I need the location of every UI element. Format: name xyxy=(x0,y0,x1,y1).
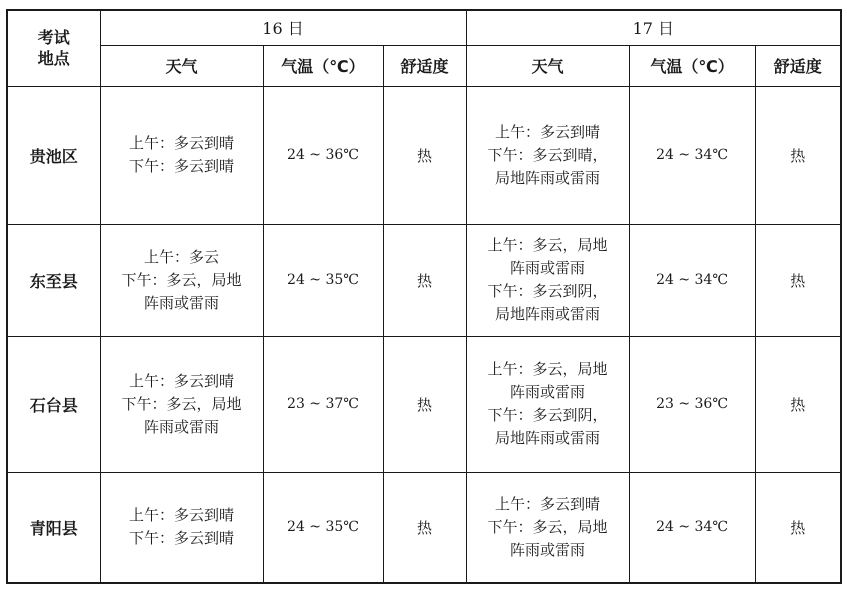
weather-line: 上午：多云到晴 xyxy=(128,506,234,525)
weather-line: 局地阵雨或雷雨 xyxy=(495,305,601,323)
weather-line: 下午：多云，局地 xyxy=(121,394,242,413)
d17-temperature-cell: 23 ~ 36℃ xyxy=(629,336,755,472)
d16-temperature-cell: 24 ~ 35℃ xyxy=(263,472,383,583)
weather-line: 阵雨或雷雨 xyxy=(510,259,586,277)
weather-line: 上午：多云到晴 xyxy=(128,371,234,390)
exam-location-header-line2: 地点 xyxy=(37,49,70,69)
d17-weather-header: 天气 xyxy=(466,45,629,86)
weather-line: 上午：多云，局地 xyxy=(487,236,608,254)
location-name: 东至县 xyxy=(7,224,100,336)
d17-temperature-header: 气温（℃） xyxy=(629,45,755,86)
weather-line: 上午：多云，局地 xyxy=(487,360,608,378)
weather-line: 下午：多云，局地 xyxy=(121,270,242,289)
weather-line: 下午：多云到晴， xyxy=(487,145,608,164)
table-row xyxy=(7,224,841,336)
weather-line: 下午：多云，局地 xyxy=(487,517,608,536)
d16-comfort-cell: 热 xyxy=(383,472,466,583)
d17-comfort-cell: 热 xyxy=(755,336,841,472)
weather-line: 阵雨或雷雨 xyxy=(143,293,219,312)
d16-weather-cell xyxy=(100,472,263,583)
d16-comfort-cell: 热 xyxy=(383,86,466,224)
location-name: 贵池区 xyxy=(7,86,100,224)
d17-temperature-cell: 24 ~ 34℃ xyxy=(629,86,755,224)
weather-line: 下午：多云到阴， xyxy=(487,282,608,300)
d17-weather-cell xyxy=(466,86,629,224)
d17-comfort-cell: 热 xyxy=(755,224,841,336)
table-row xyxy=(7,86,841,224)
d16-temperature-cell: 23 ~ 37℃ xyxy=(263,336,383,472)
d17-comfort-header: 舒适度 xyxy=(755,45,841,86)
weather-line: 上午：多云到晴 xyxy=(495,122,601,141)
weather-line: 阵雨或雷雨 xyxy=(510,383,586,401)
d17-weather-cell xyxy=(466,224,629,336)
table-row xyxy=(7,472,841,583)
d16-comfort-cell: 热 xyxy=(383,336,466,472)
weather-line: 局地阵雨或雷雨 xyxy=(495,168,601,187)
weather-line: 下午：多云到晴 xyxy=(128,529,234,548)
location-name: 石台县 xyxy=(7,336,100,472)
weather-line: 阵雨或雷雨 xyxy=(143,417,219,436)
weather-line: 上午：多云到晴 xyxy=(495,494,601,513)
location-name: 青阳县 xyxy=(7,472,100,583)
d17-weather-cell xyxy=(466,336,629,472)
d16-comfort-header: 舒适度 xyxy=(383,45,466,86)
weather-line: 阵雨或雷雨 xyxy=(510,540,586,559)
d16-temperature-cell: 24 ~ 35℃ xyxy=(263,224,383,336)
d16-weather-cell xyxy=(100,336,263,472)
d17-comfort-cell: 热 xyxy=(755,472,841,583)
table-row xyxy=(7,336,841,472)
d16-weather-cell xyxy=(100,86,263,224)
d17-weather-cell xyxy=(466,472,629,583)
day-16-header: 16 日 xyxy=(100,10,466,45)
weather-forecast-table xyxy=(6,9,842,584)
d16-weather-cell xyxy=(100,224,263,336)
weather-line: 上午：多云 xyxy=(143,247,219,266)
day-17-header: 17 日 xyxy=(466,10,841,45)
exam-location-header xyxy=(7,10,100,86)
d17-temperature-cell: 24 ~ 34℃ xyxy=(629,472,755,583)
d16-temperature-header: 气温（℃） xyxy=(263,45,383,86)
weather-line: 上午：多云到晴 xyxy=(128,134,234,152)
exam-location-header-line1: 考试 xyxy=(37,28,70,48)
weather-line: 局地阵雨或雷雨 xyxy=(495,429,601,447)
weather-line: 下午：多云到晴 xyxy=(128,157,234,175)
d16-weather-header: 天气 xyxy=(100,45,263,86)
d16-temperature-cell: 24 ~ 36℃ xyxy=(263,86,383,224)
d17-temperature-cell: 24 ~ 34℃ xyxy=(629,224,755,336)
weather-line: 下午：多云到阴， xyxy=(487,406,608,424)
d17-comfort-cell: 热 xyxy=(755,86,841,224)
d16-comfort-cell: 热 xyxy=(383,224,466,336)
